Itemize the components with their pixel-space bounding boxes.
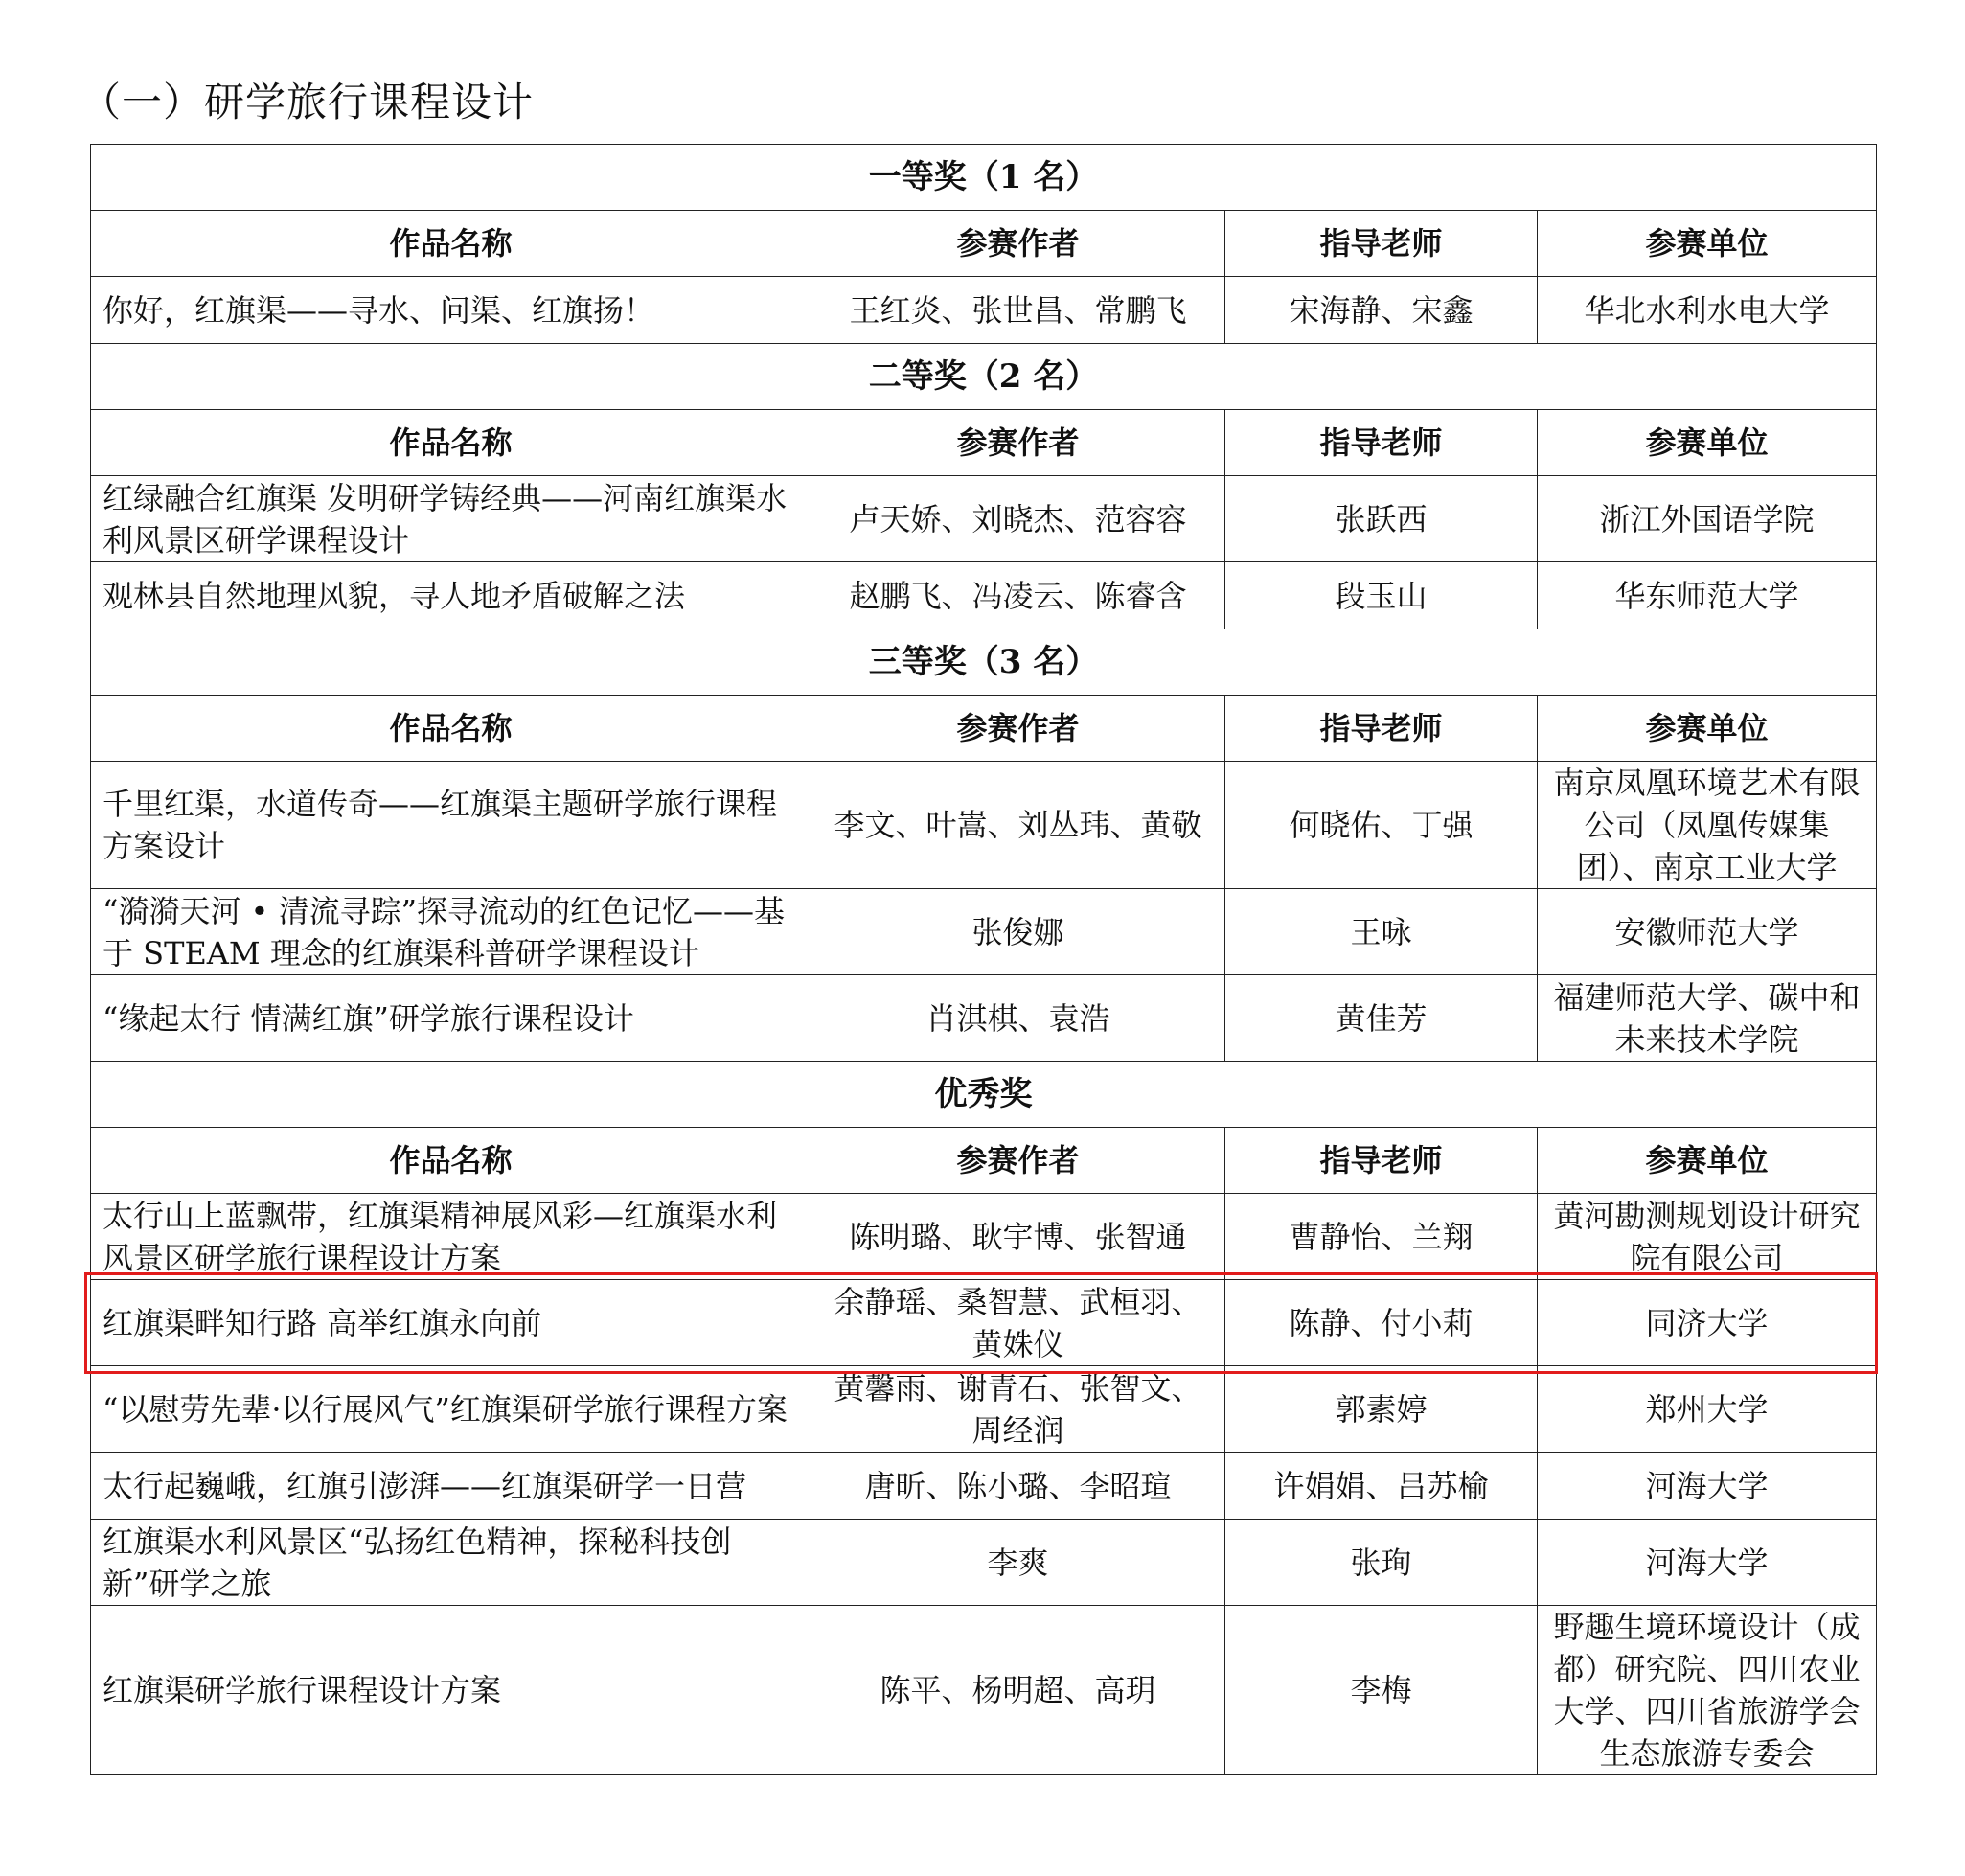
header-unit: 参赛单位 — [1538, 1128, 1877, 1194]
header-row — [91, 410, 1877, 476]
header-row — [91, 1128, 1877, 1194]
table-row — [91, 277, 1877, 344]
table-row — [91, 975, 1877, 1062]
work-name: “漪漪天河 • 清流寻踪”探寻流动的红色记忆——基于 STEAM 理念的红旗渠科普研学课程设计 — [91, 889, 811, 975]
header-advisors: 指导老师 — [1225, 211, 1538, 277]
table-row — [91, 1520, 1877, 1606]
header-row — [91, 211, 1877, 277]
authors: 陈平、杨明超、高玥 — [811, 1606, 1225, 1775]
header-name: 作品名称 — [91, 1128, 811, 1194]
advisors: 郭素婷 — [1225, 1366, 1538, 1453]
authors: 李爽 — [811, 1520, 1225, 1606]
unit: 福建师范大学、碳中和未来技术学院 — [1538, 975, 1877, 1062]
tier-title: 优秀奖 — [91, 1062, 1877, 1128]
table-row — [91, 1280, 1877, 1366]
header-authors: 参赛作者 — [811, 410, 1225, 476]
header-unit: 参赛单位 — [1538, 211, 1877, 277]
table-row — [91, 1606, 1877, 1775]
header-advisors: 指导老师 — [1225, 696, 1538, 762]
unit: 华东师范大学 — [1538, 562, 1877, 629]
authors: 张俊娜 — [811, 889, 1225, 975]
authors: 陈明璐、耿宇博、张智通 — [811, 1194, 1225, 1280]
header-authors: 参赛作者 — [811, 1128, 1225, 1194]
header-authors: 参赛作者 — [811, 696, 1225, 762]
section-title: （一）研学旅行课程设计 — [80, 79, 535, 126]
advisors: 王咏 — [1225, 889, 1538, 975]
header-name: 作品名称 — [91, 211, 811, 277]
work-name: 你好，红旗渠——寻水、问渠、红旗扬！ — [91, 277, 811, 344]
table-row — [91, 1194, 1877, 1280]
unit: 野趣生境环境设计（成都）研究院、四川农业大学、四川省旅游学会生态旅游专委会 — [1538, 1606, 1877, 1775]
authors: 余静瑶、桑智慧、武桓羽、黄姝仪 — [811, 1280, 1225, 1366]
advisors: 何晓佑、丁强 — [1225, 762, 1538, 889]
header-advisors: 指导老师 — [1225, 410, 1538, 476]
authors: 黄馨雨、谢青石、张智文、周经润 — [811, 1366, 1225, 1453]
work-name: 千里红渠，水道传奇——红旗渠主题研学旅行课程方案设计 — [91, 762, 811, 889]
tier-title: 一等奖（1 名） — [91, 145, 1877, 211]
advisors: 曹静怡、兰翔 — [1225, 1194, 1538, 1280]
advisors: 宋海静、宋鑫 — [1225, 277, 1538, 344]
authors: 肖淇棋、袁浩 — [811, 975, 1225, 1062]
work-name: 太行山上蓝飘带，红旗渠精神展风彩—红旗渠水利风景区研学旅行课程设计方案 — [91, 1194, 811, 1280]
table-row — [91, 476, 1877, 562]
work-name: 观林县自然地理风貌，寻人地矛盾破解之法 — [91, 562, 811, 629]
authors: 唐昕、陈小璐、李昭瑄 — [811, 1453, 1225, 1520]
table-row — [91, 562, 1877, 629]
unit: 华北水利水电大学 — [1538, 277, 1877, 344]
authors: 赵鹏飞、冯凌云、陈睿含 — [811, 562, 1225, 629]
advisors: 黄佳芳 — [1225, 975, 1538, 1062]
header-advisors: 指导老师 — [1225, 1128, 1538, 1194]
advisors: 许娟娟、吕苏榆 — [1225, 1453, 1538, 1520]
unit: 黄河勘测规划设计研究院有限公司 — [1538, 1194, 1877, 1280]
advisors: 陈静、付小莉 — [1225, 1280, 1538, 1366]
table-row — [91, 1453, 1877, 1520]
tier-title: 二等奖（2 名） — [91, 344, 1877, 410]
unit: 河海大学 — [1538, 1520, 1877, 1606]
tier-row — [91, 1062, 1877, 1128]
work-name: 太行起巍峨，红旗引澎湃——红旗渠研学一日营 — [91, 1453, 811, 1520]
authors: 卢天娇、刘晓杰、范容容 — [811, 476, 1225, 562]
header-row — [91, 696, 1877, 762]
unit: 安徽师范大学 — [1538, 889, 1877, 975]
tier-row — [91, 344, 1877, 410]
awards-table — [90, 144, 1877, 1775]
advisors: 段玉山 — [1225, 562, 1538, 629]
work-name: 红绿融合红旗渠 发明研学铸经典——河南红旗渠水利风景区研学课程设计 — [91, 476, 811, 562]
table-row — [91, 889, 1877, 975]
table-row — [91, 762, 1877, 889]
work-name: “缘起太行 情满红旗”研学旅行课程设计 — [91, 975, 811, 1062]
tier-title: 三等奖（3 名） — [91, 629, 1877, 696]
table-row — [91, 1366, 1877, 1453]
tier-row — [91, 629, 1877, 696]
header-authors: 参赛作者 — [811, 211, 1225, 277]
header-unit: 参赛单位 — [1538, 410, 1877, 476]
authors: 李文、叶嵩、刘丛玮、黄敬 — [811, 762, 1225, 889]
work-name: “以慰劳先辈·以行展风气”红旗渠研学旅行课程方案 — [91, 1366, 811, 1453]
unit: 南京凤凰环境艺术有限公司（凤凰传媒集团）、南京工业大学 — [1538, 762, 1877, 889]
advisors: 张跃西 — [1225, 476, 1538, 562]
work-name: 红旗渠畔知行路 高举红旗永向前 — [91, 1280, 811, 1366]
unit: 河海大学 — [1538, 1453, 1877, 1520]
authors: 王红炎、张世昌、常鹏飞 — [811, 277, 1225, 344]
header-name: 作品名称 — [91, 410, 811, 476]
work-name: 红旗渠研学旅行课程设计方案 — [91, 1606, 811, 1775]
unit: 同济大学 — [1538, 1280, 1877, 1366]
work-name: 红旗渠水利风景区“弘扬红色精神，探秘科技创新”研学之旅 — [91, 1520, 811, 1606]
header-name: 作品名称 — [91, 696, 811, 762]
advisors: 李梅 — [1225, 1606, 1538, 1775]
advisors: 张珣 — [1225, 1520, 1538, 1606]
unit: 浙江外国语学院 — [1538, 476, 1877, 562]
header-unit: 参赛单位 — [1538, 696, 1877, 762]
unit: 郑州大学 — [1538, 1366, 1877, 1453]
tier-row — [91, 145, 1877, 211]
